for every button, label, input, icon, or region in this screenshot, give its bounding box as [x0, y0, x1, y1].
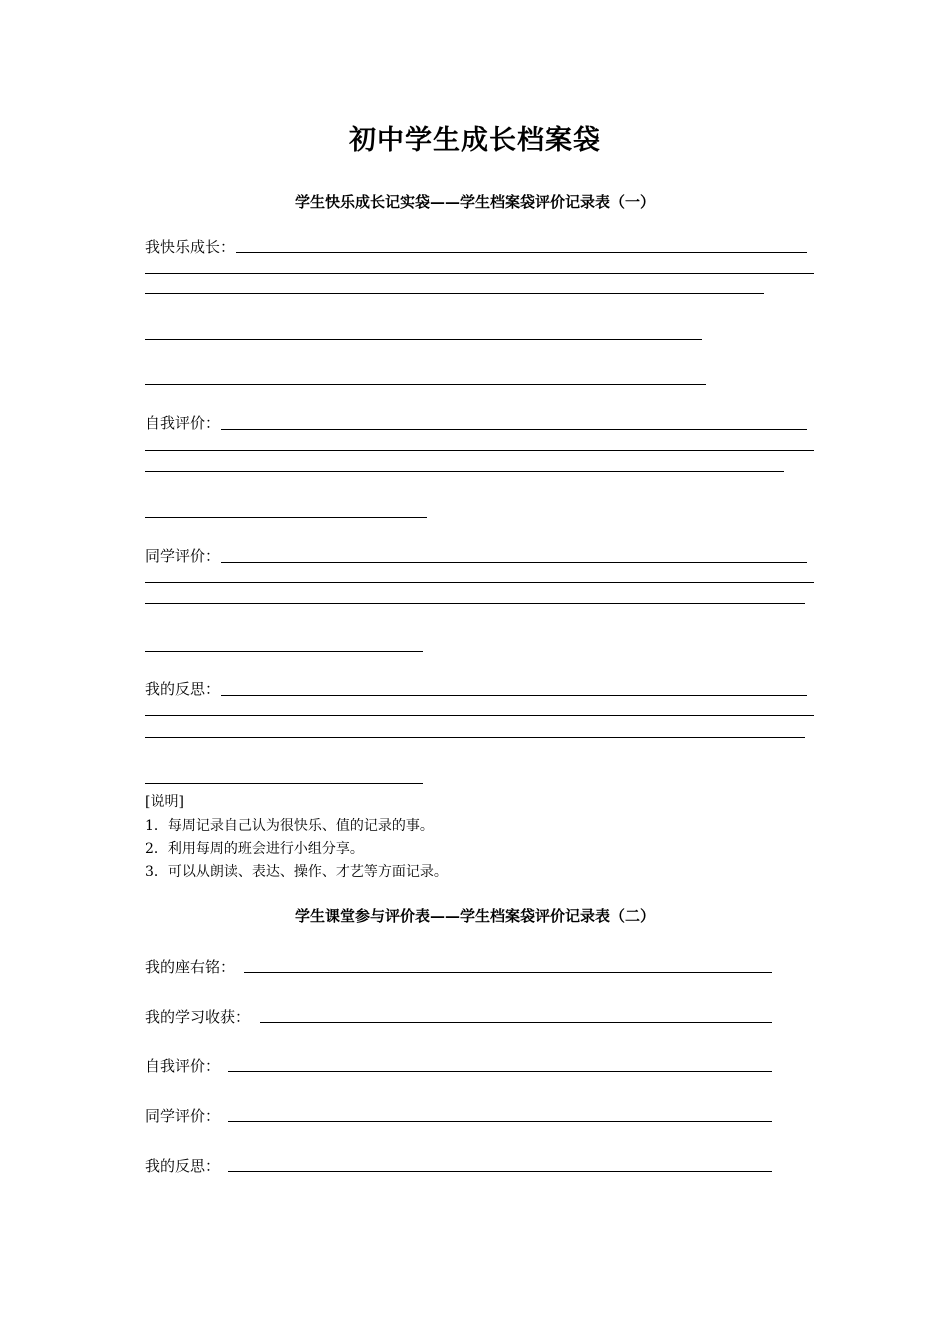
document-title: 初中学生成长档案袋 — [349, 125, 601, 156]
note-item: 2．利用每周的班会进行小组分享。 — [145, 841, 364, 857]
field-label-self-evaluation: 自我评价： — [145, 414, 221, 432]
write-line[interactable] — [145, 384, 706, 385]
write-line[interactable] — [145, 450, 814, 451]
note-item: 3．可以从朗读、表达、操作、才艺等方面记录。 — [145, 864, 448, 880]
write-line[interactable] — [228, 1121, 772, 1122]
write-line[interactable] — [221, 562, 807, 563]
write-line[interactable] — [145, 339, 702, 340]
write-line[interactable] — [260, 1022, 772, 1023]
write-line[interactable] — [228, 1071, 772, 1072]
write-line[interactable] — [145, 715, 814, 716]
field-label-learning-gains: 我的学习收获： — [145, 1008, 251, 1026]
field-label-peer-evaluation: 同学评价： — [145, 547, 221, 565]
write-line[interactable] — [145, 651, 423, 652]
write-line[interactable] — [145, 737, 805, 738]
write-line[interactable] — [145, 783, 423, 784]
write-line[interactable] — [145, 293, 764, 294]
write-line[interactable] — [244, 972, 772, 973]
write-line[interactable] — [228, 1171, 772, 1172]
field-label-self-evaluation-2: 自我评价： — [145, 1057, 221, 1075]
write-line[interactable] — [145, 273, 814, 274]
write-line[interactable] — [221, 695, 807, 696]
write-line[interactable] — [221, 429, 807, 430]
section1-heading: 学生快乐成长记实袋——学生档案袋评价记录表（一） — [294, 193, 655, 211]
write-line[interactable] — [145, 582, 814, 583]
notes-heading: [说明] — [145, 794, 184, 810]
field-label-peer-evaluation-2: 同学评价： — [145, 1107, 221, 1125]
field-label-motto: 我的座右铭： — [145, 958, 236, 976]
field-label-reflection-2: 我的反思： — [145, 1157, 221, 1175]
write-line[interactable] — [236, 252, 807, 253]
write-line[interactable] — [145, 517, 427, 518]
write-line[interactable] — [145, 471, 784, 472]
field-label-reflection: 我的反思： — [145, 680, 221, 698]
field-label-happy-growth: 我快乐成长： — [145, 238, 236, 256]
write-line[interactable] — [145, 603, 805, 604]
note-item: 1．每周记录自己认为很快乐、值的记录的事。 — [145, 818, 434, 834]
section2-heading: 学生课堂参与评价表——学生档案袋评价记录表（二） — [294, 907, 655, 925]
